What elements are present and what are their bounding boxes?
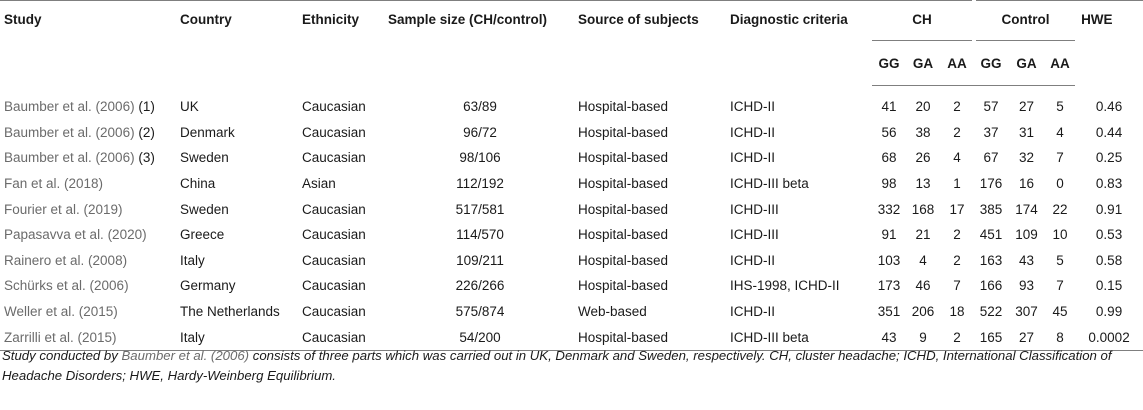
cell-study bbox=[0, 196, 180, 222]
cell-ct-gg: 163 bbox=[979, 252, 1003, 268]
cell-ct-gg: 522 bbox=[979, 304, 1003, 320]
cell-study bbox=[0, 248, 180, 274]
cell-ct-aa: 22 bbox=[1052, 201, 1068, 217]
cell-criteria: IHS-1998, ICHD-II bbox=[730, 278, 840, 294]
cell-ethnicity: Caucasian bbox=[302, 227, 366, 243]
col-ch-ga: GA bbox=[906, 41, 940, 86]
cell-ethnicity: Caucasian bbox=[302, 278, 366, 294]
table-row bbox=[0, 248, 1143, 274]
cell-source: Hospital-based bbox=[578, 324, 730, 350]
cell-ct-ga: 31 bbox=[1019, 124, 1035, 140]
cell-ct-gg: 166 bbox=[979, 278, 1003, 294]
cell-sample: 517/581 bbox=[455, 201, 505, 217]
footnote-reference-link[interactable]: Baumber et al. (2006) bbox=[121, 348, 250, 363]
col-group-ch: CH bbox=[872, 1, 974, 41]
cell-hwe: 0.58 bbox=[1095, 252, 1123, 268]
cell-study bbox=[0, 222, 180, 248]
table-row bbox=[0, 222, 1143, 248]
cell-ct-ga: 27 bbox=[1008, 324, 1045, 350]
cell-country: China bbox=[180, 176, 216, 192]
col-ch-gg: GG bbox=[872, 41, 906, 86]
study-reference-link[interactable]: Fan et al. (2018) bbox=[4, 176, 104, 192]
cell-sample: 98/106 bbox=[459, 150, 501, 166]
cell-criteria: ICHD-II bbox=[730, 304, 775, 320]
cell-study bbox=[0, 299, 180, 325]
study-part-label: (1) bbox=[138, 99, 155, 115]
study-part-label: (3) bbox=[138, 150, 155, 166]
cell-country: Sweden bbox=[180, 201, 229, 217]
cell-sample: 54/200 bbox=[382, 324, 578, 350]
col-sample-size: Sample size (CH/control) bbox=[382, 1, 578, 86]
cell-ch-ga: 168 bbox=[911, 201, 935, 217]
cell-ch-aa: 2 bbox=[953, 252, 961, 268]
cell-country: Denmark bbox=[180, 124, 235, 140]
cell-ct-aa: 5 bbox=[1056, 252, 1064, 268]
cell-country: Italy bbox=[180, 252, 205, 268]
cell-criteria: ICHD-II bbox=[730, 150, 775, 166]
cell-study bbox=[0, 145, 180, 171]
cell-sample: 226/266 bbox=[455, 278, 505, 294]
cell-ct-gg: 57 bbox=[983, 99, 999, 115]
study-reference-link[interactable]: Fourier et al. (2019) bbox=[4, 201, 123, 217]
cell-ch-gg: 91 bbox=[881, 227, 897, 243]
cell-ct-aa: 10 bbox=[1052, 227, 1068, 243]
cell-criteria: ICHD-II bbox=[730, 252, 775, 268]
cell-hwe: 0.53 bbox=[1095, 227, 1123, 243]
cell-ct-aa: 7 bbox=[1056, 150, 1064, 166]
cell-source: Web-based bbox=[578, 304, 647, 320]
cell-ethnicity: Caucasian bbox=[302, 252, 366, 268]
study-reference-link[interactable]: Baumber et al. (2006) bbox=[4, 99, 135, 115]
cell-criteria: ICHD-III beta bbox=[730, 324, 872, 350]
cell-criteria: ICHD-II bbox=[730, 124, 775, 140]
cell-ethnicity: Asian bbox=[302, 176, 336, 192]
cell-sample: 575/874 bbox=[455, 304, 505, 320]
study-reference-link[interactable]: Baumber et al. (2006) bbox=[4, 124, 135, 140]
cell-criteria: ICHD-III bbox=[730, 227, 779, 243]
cell-hwe: 0.83 bbox=[1095, 176, 1123, 192]
table-row bbox=[0, 145, 1143, 171]
cell-country: Sweden bbox=[180, 150, 229, 166]
cell-ethnicity: Caucasian bbox=[302, 201, 366, 217]
cell-sample: 109/211 bbox=[456, 252, 504, 268]
cell-source: Hospital-based bbox=[578, 227, 669, 243]
col-control-ga: GA bbox=[1008, 41, 1045, 86]
cell-ch-gg: 103 bbox=[877, 252, 901, 268]
table-row bbox=[0, 86, 1143, 95]
cell-ct-ga: 27 bbox=[1019, 99, 1035, 115]
cell-ch-gg: 68 bbox=[881, 150, 897, 166]
cell-ch-ga: 46 bbox=[915, 278, 931, 294]
cell-ch-aa: 7 bbox=[953, 278, 961, 294]
table-row bbox=[0, 120, 1143, 146]
cell-ch-ga: 9 bbox=[906, 324, 940, 350]
cell-ch-ga: 21 bbox=[915, 227, 931, 243]
cell-ct-ga: 307 bbox=[1015, 304, 1038, 320]
cell-study bbox=[0, 171, 180, 197]
cell-study bbox=[0, 273, 180, 299]
study-reference-link[interactable]: Weller et al. (2015) bbox=[4, 304, 118, 320]
cell-country: Germany bbox=[180, 278, 236, 294]
cell-ct-ga: 32 bbox=[1019, 150, 1035, 166]
cell-ct-ga: 109 bbox=[1015, 227, 1038, 243]
cell-ct-ga: 16 bbox=[1019, 176, 1035, 192]
cell-ch-gg: 332 bbox=[877, 201, 901, 217]
cell-ch-aa: 2 bbox=[953, 99, 961, 115]
cell-ethnicity: Caucasian bbox=[302, 124, 366, 140]
cell-source: Hospital-based bbox=[578, 150, 669, 166]
cell-study bbox=[0, 94, 180, 120]
cell-source: Hospital-based bbox=[578, 176, 669, 192]
cell-hwe: 0.25 bbox=[1095, 150, 1123, 166]
cell-ethnicity: Caucasian bbox=[302, 304, 366, 320]
cell-study bbox=[0, 120, 180, 146]
cell-country: Greece bbox=[180, 227, 225, 243]
cell-hwe: 0.46 bbox=[1095, 99, 1123, 115]
cell-ct-aa: 5 bbox=[1056, 99, 1064, 115]
cell-ch-ga: 13 bbox=[915, 176, 931, 192]
study-reference-link[interactable]: Papasavva et al. (2020) bbox=[4, 227, 147, 243]
footnote-text-start: Study conducted by bbox=[2, 348, 122, 363]
cell-ct-ga: 93 bbox=[1019, 278, 1035, 294]
cell-ct-gg: 176 bbox=[979, 176, 1003, 192]
cell-ct-ga: 43 bbox=[1019, 252, 1035, 268]
cell-ch-gg: 56 bbox=[881, 124, 897, 140]
cell-hwe: 0.99 bbox=[1095, 304, 1123, 320]
cell-ct-aa: 7 bbox=[1056, 278, 1064, 294]
table-row bbox=[0, 196, 1143, 222]
cell-ct-gg: 67 bbox=[983, 150, 999, 166]
footnote-text-end: consists of three parts which was carried out in UK, Denmark and Sweden, respectively. CH, cluster headache; ICHD, International Classification of Headache Disorders; HWE, Hardy-Weinberg Equilibrium. bbox=[2, 348, 1112, 383]
cell-criteria: ICHD-II bbox=[730, 99, 775, 115]
cell-ethnicity: Caucasian bbox=[302, 99, 366, 115]
cell-source: Hospital-based bbox=[578, 99, 669, 115]
cell-ch-ga: 4 bbox=[919, 252, 927, 268]
table-row bbox=[0, 273, 1143, 299]
cell-hwe: 0.91 bbox=[1095, 201, 1123, 217]
col-hwe: HWE bbox=[1075, 1, 1143, 86]
header-row bbox=[0, 1, 1143, 41]
cell-ch-ga: 206 bbox=[911, 304, 935, 320]
table-row bbox=[0, 94, 1143, 120]
cell-ethnicity: Caucasian bbox=[302, 150, 366, 166]
cell-ch-aa: 17 bbox=[949, 201, 965, 217]
col-ch-aa: AA bbox=[940, 41, 974, 86]
cell-ct-aa: 45 bbox=[1052, 304, 1068, 320]
col-control-aa: AA bbox=[1045, 41, 1075, 86]
study-reference-link[interactable]: Rainero et al. (2008) bbox=[4, 252, 128, 268]
cell-country: UK bbox=[180, 99, 199, 115]
cell-ch-aa: 2 bbox=[940, 324, 974, 350]
cell-ct-aa: 8 bbox=[1045, 324, 1075, 350]
cell-ch-gg: 41 bbox=[881, 99, 897, 115]
cell-country: The Netherlands bbox=[180, 304, 280, 320]
cell-ch-aa: 1 bbox=[953, 176, 961, 192]
col-study: Study bbox=[0, 1, 180, 86]
cell-sample: 112/192 bbox=[456, 176, 504, 192]
cell-ct-gg: 37 bbox=[983, 124, 999, 140]
cell-ch-aa: 2 bbox=[953, 227, 961, 243]
cell-sample: 114/570 bbox=[456, 227, 504, 243]
cell-ethnicity: Caucasian bbox=[302, 324, 382, 350]
cell-source: Hospital-based bbox=[578, 201, 669, 217]
cell-ch-aa: 2 bbox=[953, 124, 961, 140]
cell-ch-ga: 20 bbox=[915, 99, 931, 115]
col-country: Country bbox=[180, 1, 302, 86]
cell-ch-aa: 4 bbox=[953, 150, 961, 166]
cell-hwe: 0.44 bbox=[1095, 124, 1123, 140]
cell-ch-ga: 26 bbox=[915, 150, 931, 166]
cell-source: Hospital-based bbox=[578, 278, 669, 294]
study-reference-link[interactable]: Baumber et al. (2006) bbox=[4, 150, 135, 166]
cell-ch-gg: 43 bbox=[872, 324, 906, 350]
cell-ct-aa: 4 bbox=[1056, 124, 1064, 140]
cell-ch-gg: 351 bbox=[877, 304, 901, 320]
cell-country: Italy bbox=[180, 324, 302, 350]
study-reference-link[interactable]: Schürks et al. (2006) bbox=[4, 278, 129, 294]
study-part-label: (2) bbox=[138, 124, 155, 140]
col-criteria: Diagnostic criteria bbox=[730, 1, 872, 86]
cell-criteria: ICHD-III bbox=[730, 201, 779, 217]
cell-ct-ga: 174 bbox=[1015, 201, 1038, 217]
table-row bbox=[0, 299, 1143, 325]
cell-criteria: ICHD-III beta bbox=[730, 176, 809, 192]
table-row bbox=[0, 171, 1143, 197]
cell-source: Hospital-based bbox=[578, 252, 669, 268]
cell-hwe: 0.0002 bbox=[1075, 324, 1143, 350]
cell-ch-gg: 173 bbox=[877, 278, 901, 294]
cell-hwe: 0.15 bbox=[1095, 278, 1123, 294]
cell-ct-gg: 385 bbox=[979, 201, 1003, 217]
cell-sample: 63/89 bbox=[463, 99, 497, 115]
col-source: Source of subjects bbox=[578, 1, 730, 86]
cell-ch-ga: 38 bbox=[915, 124, 931, 140]
col-group-control: Control bbox=[974, 1, 1075, 41]
cell-ct-aa: 0 bbox=[1056, 176, 1064, 192]
cell-ch-gg: 98 bbox=[881, 176, 897, 192]
col-control-gg: GG bbox=[974, 41, 1008, 86]
cell-ct-gg: 165 bbox=[974, 324, 1008, 350]
cell-ct-gg: 451 bbox=[979, 227, 1003, 243]
cell-sample: 96/72 bbox=[463, 124, 497, 140]
table-footnote bbox=[2, 346, 1140, 386]
cell-source: Hospital-based bbox=[578, 124, 669, 140]
table-body bbox=[0, 86, 1143, 351]
col-ethnicity: Ethnicity bbox=[302, 1, 382, 86]
cell-ch-aa: 18 bbox=[949, 304, 965, 320]
study-reference-link[interactable]: Zarrilli et al. (2015) bbox=[4, 329, 117, 345]
